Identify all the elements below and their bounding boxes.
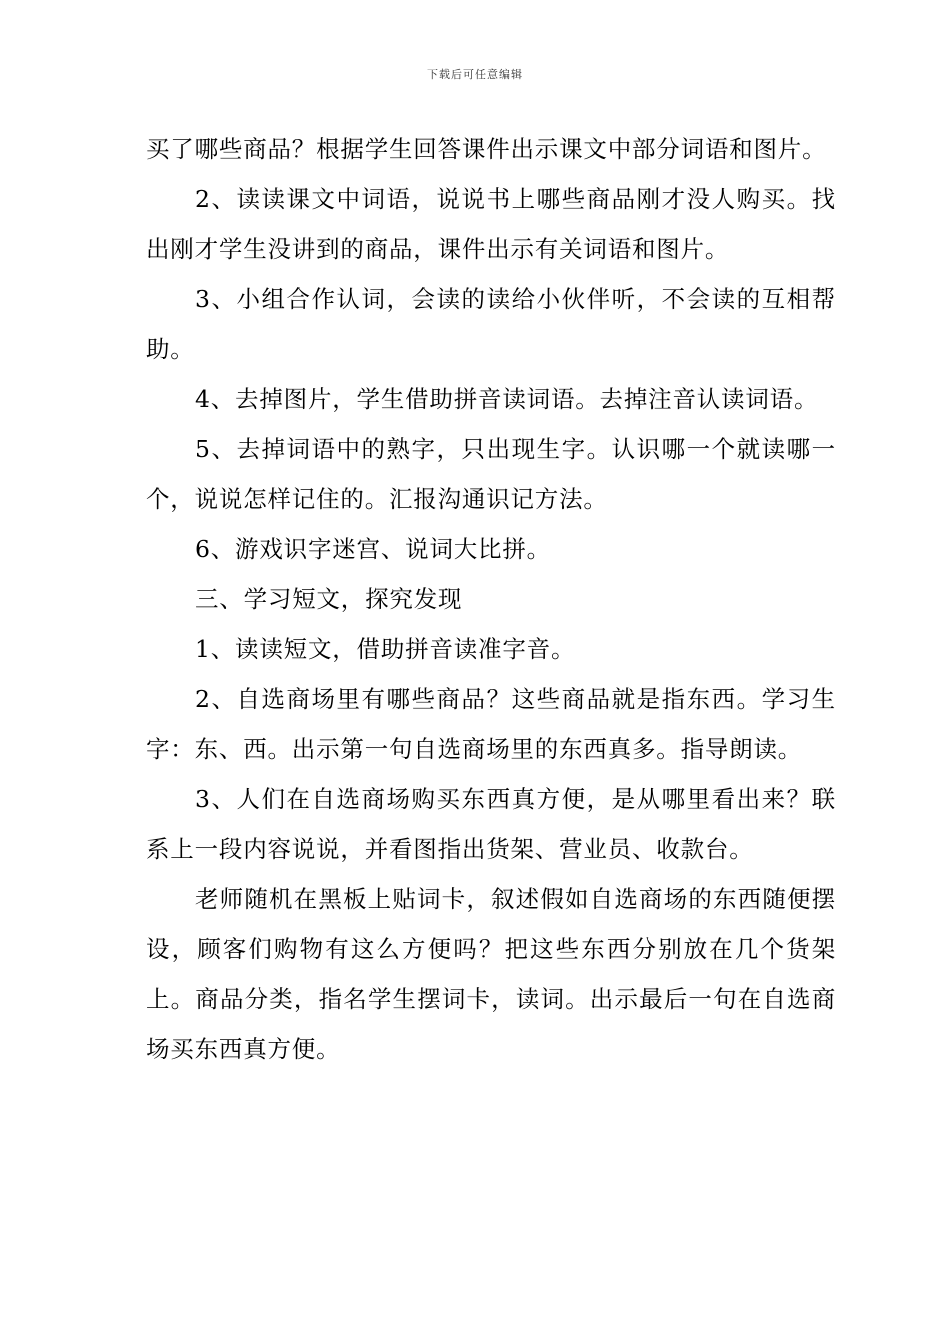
paragraph-7: 1、读读短文，借助拼音读准字音。 (195, 635, 576, 663)
paragraph-4: 4、去掉图片，学生借助拼音读词语。去掉注音认读词语。 (195, 385, 819, 413)
paragraph-9: 3、人们在自选商场购买东西真方便，是从哪里看出来？联系上一段内容说说，并看图指出货架、营业员、收款台。 (146, 785, 836, 863)
paragraph-2: 2、读读课文中词语，说说书上哪些商品刚才没人购买。找出刚才学生没讲到的商品，课件出示有关词语和图片。 (146, 185, 836, 263)
paragraph-3: 3、小组合作认词，会读的读给小伙伴听，不会读的互相帮助。 (146, 285, 836, 363)
document-body (146, 124, 836, 1074)
paragraph-8: 2、自选商场里有哪些商品？这些商品就是指东西。学习生字：东、西。出示第一句自选商场里的东西真多。指导朗读。 (146, 685, 836, 763)
paragraph-1: 买了哪些商品？根据学生回答课件出示课文中部分词语和图片。 (146, 135, 827, 163)
paragraph-10: 老师随机在黑板上贴词卡，叙述假如自选商场的东西随便摆设，顾客们购物有这么方便吗？把这些东西分别放在几个货架上。商品分类，指名学生摆词卡，读词。出示最后一句在自选商场买东西真方便。 (146, 885, 836, 1063)
section-heading: 三、学习短文，探究发现 (195, 585, 463, 613)
paragraph-6: 6、游戏识字迷宫、说词大比拼。 (195, 535, 551, 563)
paragraph-5: 5、去掉词语中的熟字，只出现生字。认识哪一个就读哪一个，说说怎样记住的。汇报沟通识记方法。 (146, 435, 836, 513)
page-header: 下载后可任意编辑 (427, 68, 523, 81)
